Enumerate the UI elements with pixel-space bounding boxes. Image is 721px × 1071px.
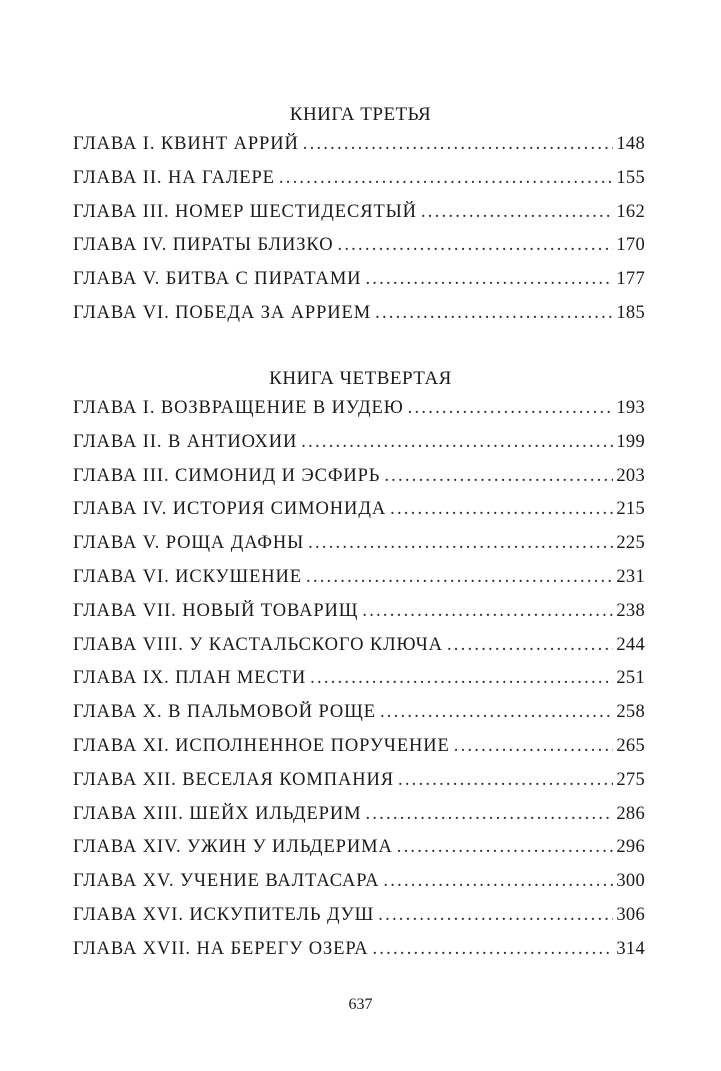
- dot-leader: [375, 302, 613, 324]
- toc-entry[interactable]: [73, 769, 645, 803]
- toc-entry-title: ГЛАВА XV. УЧЕНИЕ ВАЛТАСАРА: [73, 871, 380, 892]
- toc-entry-title: ГЛАВА IV. ПИРАТЫ БЛИЗКО: [73, 235, 334, 256]
- toc-entry[interactable]: [73, 133, 645, 167]
- dot-leader: [362, 600, 613, 622]
- toc-entry-title: ГЛАВА II. НА ГАЛЕРЕ: [73, 167, 275, 188]
- dot-leader: [365, 268, 613, 290]
- toc-entry-page: 148: [616, 134, 645, 154]
- dot-leader: [390, 498, 613, 520]
- dot-leader: [310, 667, 613, 689]
- toc-entry-title: ГЛАВА II. В АНТИОХИИ: [73, 431, 298, 452]
- toc-entry[interactable]: [73, 735, 645, 769]
- toc-entry-title: ГЛАВА XI. ИСПОЛНЕННОЕ ПОРУЧЕНИЕ: [73, 735, 450, 756]
- dot-leader: [447, 634, 613, 656]
- toc-entry-title: ГЛАВА VI. ИСКУШЕНИЕ: [73, 566, 302, 587]
- toc-entry-title: ГЛАВА XVII. НА БЕРЕГУ ОЗЕРА: [73, 938, 369, 959]
- toc-entry[interactable]: [73, 532, 645, 566]
- toc-entry[interactable]: [73, 701, 645, 735]
- dot-leader: [384, 465, 613, 487]
- toc-entry-page: 258: [616, 702, 645, 723]
- toc-entry-page: 238: [616, 600, 645, 621]
- toc-entry[interactable]: [73, 836, 645, 870]
- dot-leader: [421, 201, 613, 223]
- toc-entry-page: 296: [616, 837, 645, 858]
- toc-entry-page: 225: [616, 533, 645, 554]
- toc-entry-page: 215: [616, 499, 645, 520]
- toc-entry-page: 185: [616, 302, 645, 323]
- toc-entry[interactable]: [73, 167, 645, 201]
- dot-leader: [378, 904, 613, 926]
- toc-entry-title: ГЛАВА IX. ПЛАН МЕСТИ: [73, 668, 307, 689]
- toc-entry-page: 300: [616, 871, 645, 892]
- toc-entry[interactable]: [73, 870, 645, 904]
- page-number: 637: [348, 996, 373, 1013]
- dot-leader: [306, 566, 613, 588]
- toc-entry-page: 306: [616, 904, 645, 925]
- toc-entry-page: 199: [616, 431, 645, 452]
- toc-entry-title: ГЛАВА I. КВИНТ АРРИЙ: [73, 134, 299, 154]
- toc-entry[interactable]: [73, 268, 645, 302]
- dot-leader: [372, 938, 613, 960]
- toc-entry-page: 244: [616, 634, 645, 655]
- toc-entry-page: 162: [616, 201, 645, 222]
- book-four-contents: [73, 397, 645, 972]
- toc-entry[interactable]: [73, 465, 645, 499]
- toc-entry[interactable]: [73, 234, 645, 268]
- toc-entry-title: ГЛАВА XIV. УЖИН У ИЛЬДЕРИМА: [73, 837, 393, 858]
- toc-entry[interactable]: [73, 201, 645, 235]
- toc-entry[interactable]: [73, 498, 645, 532]
- toc-entry-title: ГЛАВА IV. ИСТОРИЯ СИМОНИДА: [73, 499, 387, 520]
- toc-entry-page: 314: [616, 938, 645, 959]
- toc-entry-page: 170: [616, 235, 645, 256]
- toc-entry[interactable]: [73, 904, 645, 938]
- toc-entry-title: ГЛАВА I. ВОЗВРАЩЕНИЕ В ИУДЕЮ: [73, 398, 404, 418]
- toc-entry[interactable]: [73, 803, 645, 837]
- toc-entry-title: ГЛАВА XII. ВЕСЕЛАЯ КОМПАНИЯ: [73, 769, 394, 790]
- toc-entry[interactable]: [73, 302, 645, 336]
- toc-entry-page: 155: [616, 167, 645, 188]
- toc-entry-title: ГЛАВА V. БИТВА С ПИРАТАМИ: [73, 269, 362, 290]
- toc-entry-page: 203: [616, 465, 645, 486]
- toc-entry[interactable]: [73, 600, 645, 634]
- toc-entry-page: 177: [616, 269, 645, 290]
- toc-entry-page: 193: [616, 398, 645, 418]
- toc-entry-title: ГЛАВА III. СИМОНИД И ЭСФИРЬ: [73, 465, 381, 486]
- toc-entry[interactable]: [73, 566, 645, 600]
- toc-entry[interactable]: [73, 938, 645, 972]
- toc-entry-title: ГЛАВА XIII. ШЕЙХ ИЛЬДЕРИМ: [73, 803, 362, 824]
- toc-entry-page: 286: [616, 803, 645, 824]
- toc-entry-page: 231: [616, 566, 645, 587]
- dot-leader: [397, 836, 614, 858]
- toc-entry-title: ГЛАВА X. В ПАЛЬМОВОЙ РОЩЕ: [73, 702, 376, 723]
- dot-leader: [279, 167, 613, 189]
- dot-leader: [308, 532, 613, 554]
- toc-entry[interactable]: [73, 431, 645, 465]
- dot-leader: [301, 431, 613, 453]
- toc-entry-title: ГЛАВА XVI. ИСКУПИТЕЛЬ ДУШ: [73, 904, 375, 925]
- toc-entry[interactable]: [73, 667, 645, 701]
- dot-leader: [337, 234, 613, 256]
- dot-leader: [398, 769, 613, 791]
- dot-leader: [365, 803, 613, 825]
- dot-leader: [380, 701, 613, 723]
- toc-entry-title: ГЛАВА III. НОМЕР ШЕСТИДЕСЯТЫЙ: [73, 201, 417, 222]
- book-four-heading: КНИГА ЧЕТВЕРТАЯ: [269, 368, 452, 389]
- dot-leader: [383, 870, 613, 892]
- book-three-contents: [73, 133, 645, 336]
- dot-leader: [454, 735, 614, 757]
- toc-entry-title: ГЛАВА VII. НОВЫЙ ТОВАРИЩ: [73, 600, 359, 621]
- book-three-heading: КНИГА ТРЕТЬЯ: [289, 104, 432, 125]
- dot-leader: [303, 133, 614, 155]
- toc-entry-title: ГЛАВА V. РОЩА ДАФНЫ: [73, 533, 305, 554]
- toc-entry-title: ГЛАВА VI. ПОБЕДА ЗА АРРИЕМ: [73, 302, 372, 323]
- toc-entry[interactable]: [73, 634, 645, 668]
- toc-entry-page: 251: [616, 668, 645, 689]
- toc-entry-title: ГЛАВА VIII. У КАСТАЛЬСКОГО КЛЮЧА: [73, 634, 443, 655]
- toc-entry-page: 275: [616, 769, 645, 790]
- dot-leader: [408, 397, 614, 419]
- toc-entry-page: 265: [616, 735, 645, 756]
- toc-entry[interactable]: [73, 397, 645, 431]
